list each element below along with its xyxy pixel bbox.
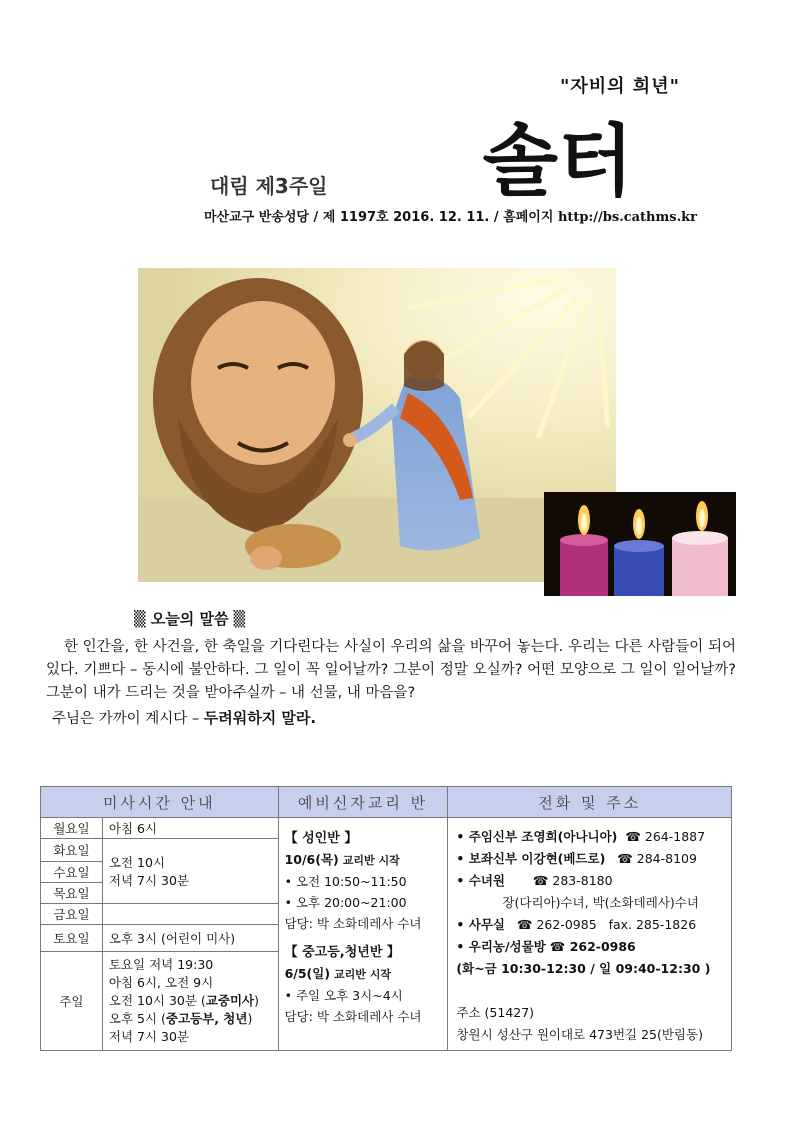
parish-info-line xyxy=(204,206,697,225)
adult-time-pm: • 오후 20:00~21:00 xyxy=(284,895,407,910)
day-tuesday: 화요일 xyxy=(41,839,103,862)
weekday-time-pm: 저녁 7시 30분 xyxy=(108,873,189,888)
bulletin-logo xyxy=(438,118,678,198)
time-saturday: 오후 3시 (어린이 미사) xyxy=(102,925,278,952)
contact-office xyxy=(456,914,725,936)
header-contacts: 전화 및 주소 xyxy=(448,787,732,818)
adult-start-label: 교리반 시작 xyxy=(342,854,400,867)
address-label: 주소 (51427) xyxy=(456,1005,535,1020)
weekday-time-am: 오전 10시 xyxy=(108,855,165,870)
sunday-time-1: 토요일 저녁 19:30 xyxy=(108,957,214,972)
closing-prefix: 주님은 가까이 계시다 – xyxy=(52,711,204,727)
adult-start-date: 10/6(목) xyxy=(284,852,339,867)
time-friday xyxy=(102,904,278,925)
office-fax: fax. 285-1826 xyxy=(608,917,697,932)
contacts-cell xyxy=(448,818,732,1051)
contact-assistant xyxy=(456,848,725,870)
youth-start-label: 교리반 시작 xyxy=(334,968,392,981)
youth-class-title: 【 중고등,청년반 】 xyxy=(284,945,400,960)
parish-info: 마산교구 반송성당 / 제 1197호 2016. 12. 11. / 홈페이지 xyxy=(204,210,558,225)
catechism-cell xyxy=(278,818,448,1051)
assistant-phone: ☎ 284-8109 xyxy=(617,851,697,866)
adult-start xyxy=(285,849,442,871)
pastor-phone: ☎ 264-1887 xyxy=(625,829,706,844)
time-monday: 아침 6시 xyxy=(102,818,278,839)
contact-convent xyxy=(456,870,725,892)
office-label: • 사무실 xyxy=(456,917,505,932)
day-sunday: 주일 xyxy=(41,952,103,1051)
day-thursday: 목요일 xyxy=(41,883,103,904)
youth-teacher: 담당: 박 소화데레사 수녀 xyxy=(284,1009,422,1024)
header-mass-times: 미사시간 안내 xyxy=(41,787,279,818)
convent-phone: ☎ 283-8180 xyxy=(532,873,613,888)
shop-label: • 우리농/성물방 xyxy=(456,939,546,954)
office-phone: ☎ 262-0985 xyxy=(516,917,597,932)
pastor-label: • 주임신부 조영희(아나니아) xyxy=(456,829,618,844)
today-word-closing xyxy=(46,707,736,731)
youth-start xyxy=(285,963,442,985)
table-header-row xyxy=(41,787,732,818)
sunday-time-2: 아침 6시, 오전 9시 xyxy=(108,975,214,990)
youth-time: • 주일 오후 3시~4시 xyxy=(284,988,403,1003)
shop-phone: ☎ 262-0986 xyxy=(549,939,636,954)
time-weekday xyxy=(102,839,278,904)
shop-hours: (화~금 10:30-12:30 / 일 09:40-12:30 ) xyxy=(456,961,711,976)
sunday-time-3: 오전 10시 30분 (교중미사) xyxy=(108,993,260,1008)
today-word-body xyxy=(46,636,736,731)
slogan: "자비의 희년" xyxy=(560,76,680,97)
logo-text: 솔터 xyxy=(482,118,634,198)
sunday-time-5: 저녁 7시 30분 xyxy=(108,1029,189,1044)
today-word-title: ▒ 오늘의 말씀 ▒ xyxy=(134,610,246,628)
header-catechism: 예비신자교리 반 xyxy=(278,787,448,818)
closing-emphasis: 두려워하지 말라. xyxy=(203,709,317,727)
adult-class-title: 【 성인반 】 xyxy=(284,831,358,846)
day-friday: 금요일 xyxy=(41,904,103,925)
convent-sisters: 장(다리아)수녀, 박(소화데레사)수녀 xyxy=(502,895,699,910)
convent-label: • 수녀원 xyxy=(456,873,505,888)
youth-start-date: 6/5(일) xyxy=(284,966,331,981)
time-sunday xyxy=(102,952,278,1051)
assistant-label: • 보좌신부 이강현(베드로) xyxy=(456,851,606,866)
day-saturday: 토요일 xyxy=(41,925,103,952)
day-wednesday: 수요일 xyxy=(41,862,103,883)
schedule-table xyxy=(40,786,732,1051)
table-row xyxy=(41,818,732,839)
homepage-url: http://bs.cathms.kr xyxy=(557,210,697,225)
sunday-time-4: 오후 5시 (중고등부, 청년) xyxy=(108,1011,253,1026)
adult-time-am: • 오전 10:50~11:50 xyxy=(284,874,407,889)
adult-teacher: 담당: 박 소화데레사 수녀 xyxy=(284,916,422,931)
today-word-paragraph: 한 인간을, 한 사건을, 한 축일을 기다린다는 사실이 우리의 삶을 바꾸어 놓는다. 우리는 다른 사람들이 되어 있다. 기쁘다 – 동시에 불안하다. 그 일이 꼭 일어날까? 그분이 정말 오실까? 어떤 모양으로 그 일이 일어날까? 그분이 내가 드리는 것을 받아주실까 – 내 선물, 내 마음을? xyxy=(46,639,736,701)
contact-pastor xyxy=(456,826,725,848)
address: 창원시 성산구 원이대로 473번길 25(반림동) xyxy=(456,1027,703,1042)
day-monday: 월요일 xyxy=(41,818,103,839)
advent-candles-photo xyxy=(544,492,736,596)
liturgical-week: 대림 제3주일 xyxy=(210,174,328,198)
contact-shop xyxy=(456,936,725,958)
